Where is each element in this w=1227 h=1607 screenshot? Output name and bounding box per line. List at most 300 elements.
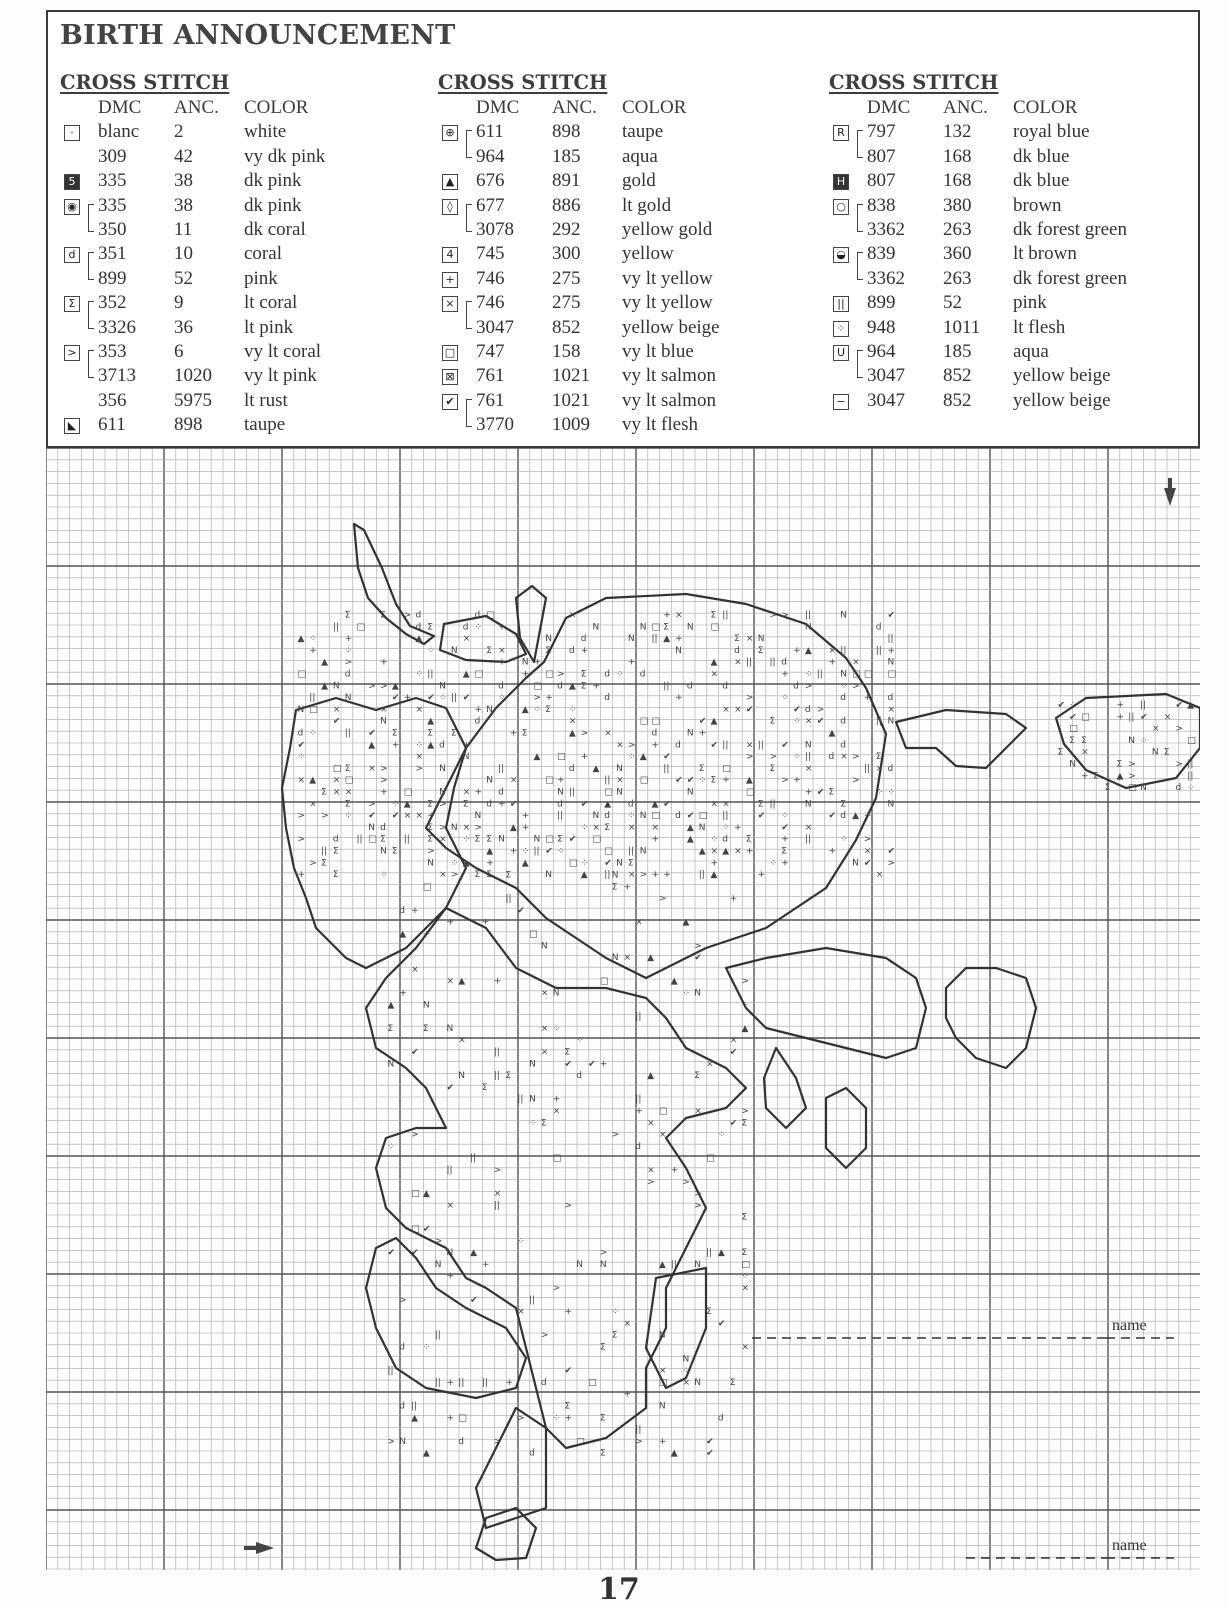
legend-row [438,291,808,315]
svg-text:▲: ▲ [670,1448,678,1459]
svg-text:N: N [399,1436,407,1447]
legend-anc: 38 [174,194,193,216]
svg-text:N: N [804,622,812,633]
legend-dmc: 351 [98,243,127,265]
legend-dmc: 309 [98,145,127,167]
svg-text:||: || [446,1165,453,1176]
svg-text:||: || [1140,700,1147,711]
header-color: COLOR [622,97,687,118]
svg-text:▲: ▲ [698,846,706,857]
svg-text:+: + [427,811,435,822]
svg-text:+: + [564,1413,573,1424]
svg-text:N: N [422,1000,430,1011]
svg-text:+: + [1081,771,1089,782]
svg-text:✔: ✔ [757,811,766,822]
svg-text:Σ: Σ [1069,735,1075,746]
svg-text:>: > [887,858,896,869]
svg-text:⁘: ⁘ [793,752,801,763]
stitch-symbol-icon: ◊ [442,199,458,215]
svg-text:N: N [694,1259,702,1270]
svg-text:✔: ✔ [686,775,695,786]
svg-text:N: N [757,634,765,645]
svg-text:×: × [1151,724,1160,735]
svg-text:Σ: Σ [344,763,351,774]
legend-anc: 5975 [174,389,212,411]
svg-text:✔: ✔ [706,1436,714,1447]
svg-text:N: N [474,811,482,822]
svg-text:□: □ [658,1106,668,1117]
legend-row [829,340,1199,364]
svg-text:N: N [686,787,694,798]
svg-text:+: + [462,740,471,751]
svg-text:⁘: ⁘ [415,669,424,680]
svg-text:d: d [675,740,681,751]
svg-text:N: N [545,870,553,881]
legend-dmc: 807 [867,170,896,192]
legend-anc: 6 [174,340,184,362]
svg-text:⁘: ⁘ [517,1236,525,1247]
svg-text:+: + [580,752,589,763]
svg-text:>: > [540,1330,549,1341]
svg-text:>: > [741,976,750,987]
svg-text:d: d [717,1413,724,1424]
svg-text:Σ: Σ [380,610,386,621]
svg-text:d: d [686,681,693,692]
svg-text:+: + [533,657,542,668]
legend-dmc: 3362 [867,267,905,289]
svg-text:⁘: ⁘ [616,669,624,680]
svg-text:□: □ [332,763,342,774]
svg-text:×: × [332,787,341,798]
svg-text:N: N [599,1259,607,1270]
svg-text:d: d [804,704,811,715]
legend-row [60,364,430,388]
svg-text:□: □ [706,1153,715,1164]
svg-text:N: N [486,704,494,715]
svg-text:▲: ▲ [462,669,470,680]
legend-color: yellow beige [1013,365,1111,387]
svg-text:Σ: Σ [1081,735,1087,746]
svg-text:||: || [887,634,894,645]
svg-text:×: × [734,846,742,857]
svg-text:||: || [557,811,564,822]
svg-text:>: > [399,1295,407,1306]
svg-text:||: || [470,1153,477,1164]
svg-text:Σ: Σ [321,858,327,869]
svg-text:□: □ [1069,724,1078,735]
svg-text:d: d [604,669,611,680]
svg-text:d: d [840,693,847,704]
stitch-symbol-icon: × [442,296,458,312]
svg-text:□: □ [458,1413,467,1424]
svg-text:Σ: Σ [564,1047,571,1058]
svg-text:>: > [852,681,860,692]
svg-text:▲: ▲ [682,917,690,928]
legend-color: pink [1013,292,1047,314]
svg-text:×: × [804,763,813,774]
color-key-box [46,10,1200,448]
legend-row [438,145,808,169]
legend-column-2 [438,70,808,437]
svg-text:□: □ [545,669,554,680]
svg-text:N: N [458,1071,466,1082]
svg-text:×: × [647,1118,655,1129]
svg-text:×: × [706,1059,714,1070]
svg-text:>: > [769,610,778,621]
legend-color: gold [622,170,656,192]
stitch-symbol-icon: ⁘ [833,321,849,337]
svg-text:✔: ✔ [568,834,577,845]
svg-text:✔: ✔ [663,799,671,810]
svg-text:▲: ▲ [509,822,517,833]
svg-text:N: N [852,858,859,869]
svg-text:>: > [1128,771,1136,782]
svg-text:×: × [493,1189,502,1200]
svg-text:d: d [828,752,835,763]
svg-text:⁘: ⁘ [741,1000,750,1011]
svg-text:||: || [769,799,776,810]
svg-text:N: N [1128,735,1136,746]
svg-text:□: □ [1187,735,1196,746]
svg-text:✔: ✔ [462,693,471,704]
svg-text:||: || [1187,771,1194,782]
stitch-symbol-icon: ▲ [442,174,458,190]
svg-text:||: || [627,846,634,857]
legend-color: aqua [1013,340,1049,362]
svg-text:×: × [509,775,518,786]
svg-text:Σ: Σ [1092,771,1099,782]
svg-text:||: || [875,645,882,656]
svg-text:×: × [863,846,872,857]
svg-text:+: + [498,799,506,810]
svg-text:Σ: Σ [427,728,433,739]
svg-text:▲: ▲ [663,634,671,645]
svg-text:||: || [706,1248,713,1259]
svg-text:d: d [722,834,729,845]
svg-text:>: > [439,799,447,810]
legend-color: yellow gold [622,218,713,240]
svg-text:+: + [698,728,707,739]
legend-color: taupe [622,121,664,143]
svg-text:▲: ▲ [533,752,541,763]
legend-row [60,340,430,364]
svg-text:▲: ▲ [458,976,466,987]
legend-dmc: 335 [98,170,127,192]
svg-text:✔: ✔ [663,752,671,763]
legend-color: vy lt pink [244,365,317,387]
svg-text:+: + [1116,712,1125,723]
svg-text:+: + [391,740,400,751]
svg-text:+: + [446,917,455,928]
svg-text:d: d [540,1377,547,1388]
svg-text:✔: ✔ [887,610,896,621]
legend-color: vy lt salmon [622,389,716,411]
svg-text:N: N [658,1401,666,1412]
svg-text:×: × [462,634,471,645]
svg-text:d: d [557,799,563,810]
svg-text:×: × [415,752,424,763]
svg-text:×: × [675,610,683,621]
svg-text:>: > [493,1165,502,1176]
svg-text:▲: ▲ [403,799,411,810]
legend-dmc: 677 [476,194,505,216]
svg-text:d: d [604,693,611,704]
svg-text:N: N [611,870,619,881]
svg-text:×: × [411,964,419,975]
legend-row [829,291,1199,315]
legend-color: vy lt coral [244,340,322,362]
svg-text:Σ: Σ [481,1082,488,1093]
legend-row [438,389,808,413]
svg-text:□: □ [599,976,609,987]
svg-text:+: + [651,870,660,881]
svg-text:×: × [804,822,813,833]
svg-text:||: || [840,645,847,656]
svg-text:N: N [694,988,702,999]
svg-text:N: N [686,728,694,739]
svg-text:d: d [399,905,406,916]
svg-text:N: N [576,1259,584,1270]
svg-text:✔: ✔ [411,1047,419,1058]
legend-anc: 1021 [552,365,590,387]
legend-dmc: 797 [867,121,896,143]
legend-row [829,364,1199,388]
stitch-symbol-icon: ✔ [442,394,458,410]
legend-color: vy lt flesh [622,414,698,436]
legend-row [438,242,808,266]
svg-text:||: || [722,740,729,751]
legend-row [438,364,808,388]
svg-text:+: + [710,858,719,869]
svg-text:⁘: ⁘ [344,645,353,656]
svg-text:Σ: Σ [769,716,776,727]
svg-text:+: + [309,645,317,656]
svg-text:✔: ✔ [706,1448,714,1459]
svg-text:||: || [529,1295,536,1306]
svg-text:Σ: Σ [462,799,469,810]
legend-color: pink [244,267,278,289]
svg-text:□: □ [651,622,661,633]
svg-text:▲: ▲ [568,681,576,692]
legend-anc: 275 [552,267,581,289]
svg-text:×: × [852,657,860,668]
svg-text:N: N [840,610,848,621]
svg-text:▲: ▲ [415,634,423,645]
svg-text:Σ: Σ [710,775,717,786]
svg-text:d: d [793,681,799,692]
legend-row [438,340,808,364]
svg-text:□: □ [486,610,495,621]
stitch-symbol-icon: > [64,345,80,361]
svg-text:▲: ▲ [521,858,529,869]
stitch-symbol-icon: □ [442,345,458,361]
svg-text:N: N [1069,759,1077,770]
svg-text:⁘: ⁘ [611,1307,620,1318]
svg-text:⁘: ⁘ [422,1342,431,1353]
svg-text:Σ: Σ [540,1118,547,1129]
svg-text:Σ: Σ [840,799,846,810]
svg-text:>: > [297,834,306,845]
svg-text:⁘: ⁘ [439,693,447,704]
legend-column-3 [829,70,1199,413]
svg-text:×: × [309,799,317,810]
svg-text:d: d [297,728,304,739]
svg-text:+: + [564,1307,573,1318]
svg-text:▲: ▲ [411,1413,419,1424]
svg-text:×: × [540,1023,549,1034]
svg-text:+: + [675,634,683,645]
svg-text:N: N [545,634,553,645]
legend-color: dk pink [244,194,302,216]
legend-color: lt rust [244,389,288,411]
svg-text:N: N [552,988,560,999]
svg-text:+: + [498,657,506,668]
svg-text:×: × [658,1130,667,1141]
svg-text:+: + [623,882,632,893]
svg-text:▲: ▲ [651,799,659,810]
svg-text:✔: ✔ [863,858,872,869]
svg-text:N: N [698,822,706,833]
svg-text:▲: ▲ [486,846,494,857]
stitch-symbol-icon: ⊠ [442,369,458,385]
svg-text:×: × [710,799,719,810]
svg-text:□: □ [344,775,354,786]
svg-text:>: > [415,763,424,774]
svg-text:×: × [462,787,471,798]
svg-text:⁘: ⁘ [804,669,813,680]
svg-text:✔: ✔ [1175,700,1184,711]
svg-text:>: > [1175,724,1184,735]
svg-text:N: N [446,1248,454,1259]
svg-text:+: + [675,693,683,704]
svg-text:⁘: ⁘ [391,799,400,810]
legend-dmc: 352 [98,292,127,314]
svg-text:d: d [722,681,729,692]
svg-text:Σ: Σ [706,1307,712,1318]
svg-text:>: > [682,1177,691,1188]
svg-text:N: N [529,1094,536,1105]
svg-text:d: d [1175,783,1182,794]
svg-text:||: || [604,870,611,881]
legend-dmc: 3326 [98,316,136,338]
svg-text:+: + [729,894,738,905]
legend-anc: 52 [174,267,193,289]
svg-text:×: × [804,716,813,727]
svg-text:Σ: Σ [694,1071,700,1082]
svg-text:✔: ✔ [745,704,754,715]
svg-text:d: d [486,799,493,810]
svg-text:Σ: Σ [427,622,433,633]
svg-text:✔: ✔ [391,811,400,822]
svg-text:N: N [639,846,647,857]
svg-text:||: || [1187,759,1194,770]
svg-text:+: + [635,1106,643,1117]
svg-text:×: × [694,1106,702,1117]
svg-text:×: × [458,1035,466,1046]
svg-text:Σ: Σ [486,645,492,656]
svg-text:Σ: Σ [698,763,705,774]
svg-text:+: + [651,834,660,845]
svg-text:×: × [540,988,549,999]
svg-text:Σ: Σ [627,858,634,869]
svg-text:×: × [840,752,848,763]
svg-text:×: × [828,645,837,656]
svg-text:+: + [509,728,518,739]
legend-anc: 185 [552,145,581,167]
legend-anc: 38 [174,170,193,192]
svg-text:d: d [840,811,847,822]
svg-text:+: + [380,787,388,798]
svg-text:▲: ▲ [852,811,860,822]
legend-dmc: 676 [476,170,505,192]
svg-text:+: + [446,1271,455,1282]
svg-text:Σ: Σ [344,610,351,621]
legend-row [829,194,1199,218]
svg-text:Σ: Σ [321,787,327,798]
svg-text:>: > [380,681,388,692]
svg-text:×: × [462,822,471,833]
legend-dmc: 807 [867,145,896,167]
svg-text:Σ: Σ [391,728,398,739]
svg-text:Σ: Σ [580,669,587,680]
svg-text:×: × [710,669,719,680]
legend-color: dk coral [244,218,306,240]
legend-anc: 36 [174,316,193,338]
svg-text:▲: ▲ [321,657,329,668]
svg-text:✔: ✔ [698,716,707,727]
legend-anc: 360 [943,243,972,265]
svg-text:×: × [446,1200,455,1211]
stitch-symbol-icon: H [833,174,849,190]
svg-text:||: || [698,870,705,881]
svg-text:□: □ [604,846,613,857]
svg-text:d: d [568,763,575,774]
svg-text:✔: ✔ [729,1118,738,1129]
svg-text:Σ: Σ [741,1118,748,1129]
legend-row [829,120,1199,144]
svg-text:d: d [344,669,351,680]
svg-text:✔: ✔ [816,716,825,727]
svg-text:⁘: ⁘ [344,811,353,822]
svg-text:N: N [498,834,505,845]
legend-row [829,218,1199,242]
svg-text:Σ: Σ [387,1023,394,1034]
svg-text:>: > [564,1200,573,1211]
section-title: CROSS STITCH [60,71,230,94]
legend-row [60,316,430,340]
legend-color: dk forest green [1013,267,1127,289]
svg-text:||: || [498,763,505,774]
svg-text:□: □ [309,704,318,715]
svg-text:d: d [639,669,646,680]
svg-text:d: d [840,740,847,751]
svg-text:||: || [663,681,670,692]
svg-text:>: > [852,775,860,786]
stitch-symbol-icon: d [64,247,80,263]
svg-text:⁘: ⁘ [533,704,542,715]
svg-text:+: + [828,657,837,668]
legend-color: dk pink [244,170,302,192]
legend-dmc: 611 [476,121,504,143]
svg-text:Σ: Σ [545,704,551,715]
svg-text:>: > [557,669,565,680]
svg-text:N: N [450,822,458,833]
svg-text:Σ: Σ [486,870,492,881]
svg-text:Σ: Σ [391,846,398,857]
svg-text:+: + [403,693,412,704]
svg-text:>: > [380,763,388,774]
svg-text:✔: ✔ [332,716,341,727]
